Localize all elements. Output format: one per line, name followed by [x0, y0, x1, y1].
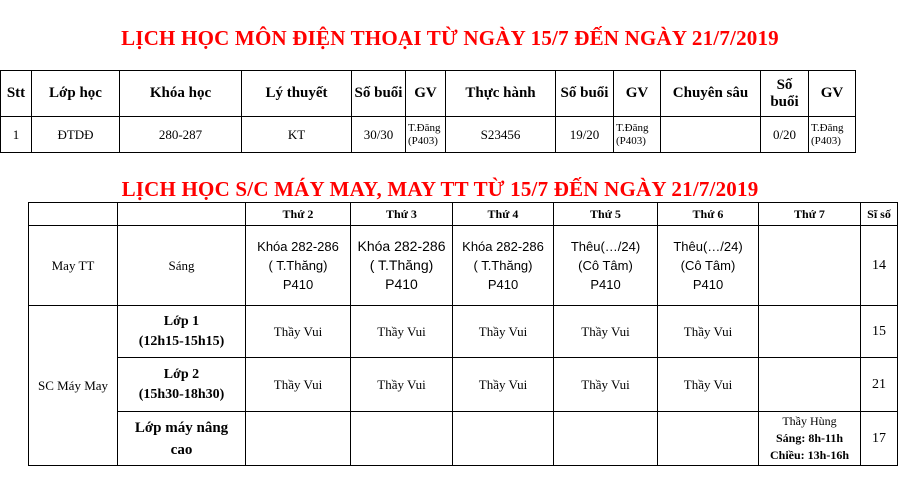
- lop-name-line-1: Lớp máy nâng: [134, 419, 229, 436]
- cell-line-3: P410: [487, 277, 519, 292]
- cell-gv-th: [614, 117, 661, 153]
- lop-nang-cao-thu-4: [453, 412, 554, 466]
- lop-2-thu-7: [759, 358, 861, 412]
- gv-room: (P403): [408, 134, 438, 147]
- may-tt-thu-4: [453, 226, 554, 306]
- header-khoa-hoc: Khóa học: [120, 71, 242, 117]
- header-lop-hoc: Lớp học: [32, 71, 120, 117]
- lop-nang-cao-thu-7: [759, 412, 861, 466]
- cell-line-2: ( T.Thăng): [268, 258, 328, 273]
- may-tt-thu-2: [246, 226, 351, 306]
- may-tt-si-so: 14: [861, 226, 898, 306]
- session-sang: Sáng: [118, 226, 246, 306]
- cell-ly-thuyet: KT: [242, 117, 352, 153]
- header-thu-3: Thứ 3: [351, 203, 453, 226]
- teacher-name: Thầy Hùng: [782, 414, 837, 428]
- lop-2-thu-4: Thầy Vui: [453, 358, 554, 412]
- cell-so-buoi-th: 19/20: [556, 117, 614, 153]
- cell-line-1: Thêu(…/24): [673, 239, 743, 254]
- cell-line-3: P410: [385, 276, 418, 292]
- lop-2-thu-5: Thầy Vui: [554, 358, 658, 412]
- lop-name-line-2: cao: [170, 441, 193, 458]
- cell-chuyen-sau: [661, 117, 761, 153]
- cell-line-2: ( T.Thăng): [369, 257, 434, 273]
- header-thu-6: Thứ 6: [658, 203, 759, 226]
- cell-gv-cs: [809, 117, 856, 153]
- may-tt-thu-5: [554, 226, 658, 306]
- lop-1-si-so: 15: [861, 306, 898, 358]
- gv-name: T.Đăng: [616, 121, 649, 134]
- header-ly-thuyet: Lý thuyết: [242, 71, 352, 117]
- cell-thuc-hanh: S23456: [446, 117, 556, 153]
- header-thu-7: Thứ 7: [759, 203, 861, 226]
- group-may-tt: May TT: [29, 226, 118, 306]
- gv-room: (P403): [616, 134, 646, 147]
- lop-2-thu-2: Thầy Vui: [246, 358, 351, 412]
- cell-stt: 1: [1, 117, 32, 153]
- header-blank-1: [29, 203, 118, 226]
- lop-time: (15h30-18h30): [138, 386, 225, 402]
- lop-1-thu-3: Thầy Vui: [351, 306, 453, 358]
- phone-schedule-table: [0, 70, 856, 153]
- cell-line-1: Khóa 282-286: [462, 239, 544, 254]
- header-chuyen-sau: Chuyên sâu: [661, 71, 761, 117]
- gv-room: (P403): [811, 134, 841, 147]
- cell-line-2: ( T.Thăng): [473, 258, 533, 273]
- header-so-buoi-th: Số buổi: [556, 71, 614, 117]
- may-tt-thu-7: [759, 226, 861, 306]
- lop-1-thu-2: Thầy Vui: [246, 306, 351, 358]
- afternoon-time: Chiều: 13h-16h: [769, 448, 849, 462]
- lop-nang-cao-label: [118, 412, 246, 466]
- header-so-buoi-lt: Số buổi: [352, 71, 406, 117]
- lop-1-thu-5: Thầy Vui: [554, 306, 658, 358]
- cell-line-3: P410: [282, 277, 314, 292]
- may-tt-thu-3: [351, 226, 453, 306]
- header-gv-cs: GV: [809, 71, 856, 117]
- header-si-so: Sĩ số: [861, 203, 898, 226]
- header-blank-2: [118, 203, 246, 226]
- header-thu-4: Thứ 4: [453, 203, 554, 226]
- may-tt-thu-6: [658, 226, 759, 306]
- header-thu-5: Thứ 5: [554, 203, 658, 226]
- lop-nang-cao-si-so: 17: [861, 412, 898, 466]
- cell-line-3: P410: [692, 277, 724, 292]
- cell-line-2: (Cô Tâm): [680, 258, 736, 273]
- lop-nang-cao-thu-2: [246, 412, 351, 466]
- cell-line-2: (Cô Tâm): [578, 258, 633, 273]
- lop-nang-cao-thu-5: [554, 412, 658, 466]
- lop-name: Lớp 2: [163, 366, 200, 382]
- schedule-title-sewing: LỊCH HỌC S/C MÁY MAY, MAY TT TỪ 15/7 ĐẾN NGÀY 21/7/2019: [121, 177, 759, 201]
- lop-1-thu-7: [759, 306, 861, 358]
- cell-gv-lt: [406, 117, 446, 153]
- cell-so-buoi-lt: 30/30: [352, 117, 406, 153]
- cell-khoa-hoc: 280-287: [120, 117, 242, 153]
- header-thu-2: Thứ 2: [246, 203, 351, 226]
- cell-line-1: Khóa 282-286: [357, 238, 446, 254]
- lop-2-si-so: 21: [861, 358, 898, 412]
- gv-name: T.Đăng: [408, 121, 441, 134]
- morning-time: Sáng: 8h-11h: [775, 431, 844, 445]
- lop-name: Lớp 1: [163, 313, 200, 329]
- lop-time: (12h15-15h15): [138, 333, 225, 349]
- lop-1-label: [118, 306, 246, 358]
- sewing-schedule-table: [28, 202, 898, 466]
- cell-so-buoi-cs: 0/20: [761, 117, 809, 153]
- lop-nang-cao-thu-6: [658, 412, 759, 466]
- cell-lop-hoc: ĐTDĐ: [32, 117, 120, 153]
- lop-2-label: [118, 358, 246, 412]
- group-sc-may-may: SC Máy May: [29, 306, 118, 466]
- lop-2-thu-3: Thầy Vui: [351, 358, 453, 412]
- header-thuc-hanh: Thực hành: [446, 71, 556, 117]
- lop-nang-cao-thu-3: [351, 412, 453, 466]
- header-gv-th: GV: [614, 71, 661, 117]
- header-gv-lt: GV: [406, 71, 446, 117]
- lop-1-thu-4: Thầy Vui: [453, 306, 554, 358]
- gv-name: T.Đăng: [811, 121, 844, 134]
- lop-2-thu-6: Thầy Vui: [658, 358, 759, 412]
- header-so-buoi-cs: Số buổi: [761, 71, 809, 117]
- cell-line-3: P410: [590, 277, 621, 292]
- schedule-title-phone: LỊCH HỌC MÔN ĐIỆN THOẠI TỪ NGÀY 15/7 ĐẾN NGÀY 21/7/2019: [121, 26, 779, 50]
- lop-1-thu-6: Thầy Vui: [658, 306, 759, 358]
- header-stt: Stt: [1, 71, 32, 117]
- cell-line-1: Khóa 282-286: [257, 239, 339, 254]
- cell-line-1: Thêu(…/24): [570, 239, 641, 254]
